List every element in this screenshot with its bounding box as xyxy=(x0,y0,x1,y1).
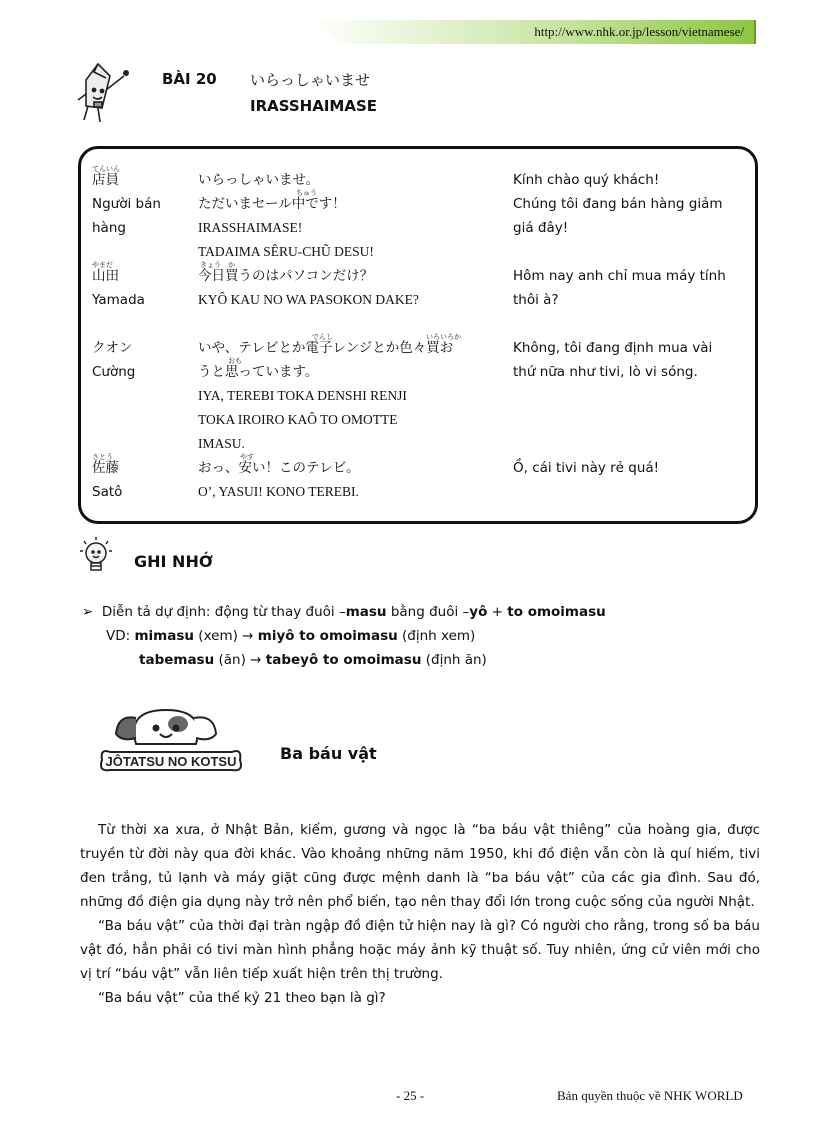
dialogue-japanese: いらっしゃいませ。 xyxy=(198,172,320,188)
dialogue-vietnamese: Không, tôi đang định mua vài xyxy=(513,340,713,356)
dialogue-vietnamese: thứ nữa như tivi, lò vi sóng. xyxy=(513,364,698,380)
bullet-bold: masu xyxy=(345,604,387,620)
dialogue-romaji: KYÔ KAU NO WA PASOKON DAKE? xyxy=(198,292,419,307)
dialogue-romaji: IRASSHAIMASE! xyxy=(198,220,303,235)
example-bold: mimasu xyxy=(134,628,195,644)
dialogue-romaji: IMASU. xyxy=(198,436,245,451)
essay-paragraph: Từ thời xa xưa, ở Nhật Bản, kiếm, gương và ngọc là “ba báu vật thiêng” của hoàng gia, được truyền từ đời này qua đời khác. Vào khoảng những năm 1950, khi đồ điện vẫn còn là quí hiếm, tivi đen trắng, tủ lạnh và máy giặt cũng được mệnh danh là “ba báu vật” của các gia đình. Sau đó, những đồ điện gia dụng này trở nên phổ biến, tạo nên thay đổi lớn trong cuộc sống của người Nhật. xyxy=(80,822,760,910)
dialogue-romaji: TADAIMA SÊRU-CHŨ DESU! xyxy=(198,244,374,259)
dialogue-japanese: いや、テレビとか電子レンジとか色々買お xyxy=(198,340,454,356)
speaker-vietnamese: Cường xyxy=(92,364,136,380)
dialogue-romaji: IYA, TEREBI TOKA DENSHI RENJI xyxy=(198,388,407,403)
speaker-furigana: やまだ xyxy=(92,261,113,269)
section-title: Ba báu vật xyxy=(280,744,377,763)
dog-bone-icon xyxy=(96,704,246,794)
lesson-title-japanese: いらっしゃいませ xyxy=(250,71,371,89)
bullet-bold: to omoimasu xyxy=(507,604,606,620)
example-text: (ăn) xyxy=(214,652,251,668)
dialogue-japanese: 今日買うのはパソコンだけ？ xyxy=(198,268,374,284)
dialogue-vietnamese: Chúng tôi đang bán hàng giảm xyxy=(513,196,723,212)
grammar-example xyxy=(106,624,475,648)
arrow-icon: → xyxy=(250,652,262,668)
dialogue-furigana: ちゅう xyxy=(296,189,317,197)
speaker-vietnamese: Satô xyxy=(92,484,123,500)
dialogue-japanese: うと思っています。 xyxy=(198,364,319,380)
speaker-furigana: てんいん xyxy=(92,165,120,173)
speaker-furigana: さとう xyxy=(92,453,113,461)
dialogue-furigana: いろいろか xyxy=(426,333,461,341)
bullet-text: bằng đuôi – xyxy=(386,604,470,620)
example-bold: tabemasu xyxy=(139,652,215,668)
speaker-japanese: 佐藤 xyxy=(92,460,119,476)
dialogue-japanese: ただいまセール中です！ xyxy=(198,196,346,212)
ghi-nho-title: GHI NHỚ xyxy=(134,552,213,571)
dialogue-vietnamese: Kính chào quý khách! xyxy=(513,172,660,188)
bullet-bold: yô xyxy=(469,604,488,620)
essay-paragraph: “Ba báu vật” của thế kỷ 21 theo bạn là gì? xyxy=(98,990,386,1006)
bullet-text: + xyxy=(487,604,508,620)
speaker-japanese: 店員 xyxy=(92,172,119,188)
speaker-japanese: 山田 xyxy=(92,268,119,284)
example-text: (định ăn) xyxy=(421,652,487,668)
example-bold: miyô to omoimasu xyxy=(257,628,398,644)
mascot-label: JÔTATSU NO KOTSU xyxy=(105,754,237,769)
lesson-title-romaji: IRASSHAIMASE xyxy=(250,97,378,115)
example-text: (xem) xyxy=(194,628,243,644)
page-number: - 25 - xyxy=(396,1088,425,1103)
example-label: VD: xyxy=(106,628,135,644)
dialogue-japanese: おっ、安い！このテレビ。 xyxy=(198,460,360,476)
dog-mascot xyxy=(96,704,246,794)
grammar-bullet xyxy=(82,600,606,624)
dialogue-vietnamese: Ồ, cái tivi này rẻ quá! xyxy=(513,460,660,476)
dialogue-furigana: おも xyxy=(228,357,242,365)
bullet-text: Diễn tả dự định: động từ thay đuôi – xyxy=(101,604,346,620)
dialogue-vietnamese: giá đây! xyxy=(513,220,569,236)
dialogue-romaji: TOKA IROIRO KAÔ TO OMOTTE xyxy=(198,412,398,427)
dialogue-furigana: やす xyxy=(240,453,254,461)
dialogue-vietnamese: Hôm nay anh chỉ mua máy tính xyxy=(513,268,726,284)
lightbulb-icon xyxy=(76,535,120,575)
speaker-japanese: クオン xyxy=(92,340,133,356)
url-banner xyxy=(310,20,756,44)
essay-paragraph: “Ba báu vật” của thời đại tràn ngập đồ điện tử hiện nay là gì? Có người cho rằng, trong số ba báu vật đó, hẳn phải có tivi màn hình phẳng hoặc máy ảnh kỹ thuật số. Tuy nhiên, ứng cử viên mới cho vị trí “báu vật” vẫn liên tiếp xuất hiện trên thị trường. xyxy=(80,918,760,982)
dialogue-furigana: でんし xyxy=(312,333,333,341)
lesson-number: BÀI 20 xyxy=(162,70,217,88)
pencil-mascot-icon xyxy=(76,60,138,126)
dialogue-furigana: きょう か xyxy=(200,261,235,269)
grammar-example xyxy=(139,648,487,672)
arrow-icon: → xyxy=(242,628,254,644)
speaker-vietnamese: Người bán xyxy=(92,196,161,212)
speaker-vietnamese: Yamada xyxy=(92,292,145,308)
copyright: Bản quyền thuộc về NHK WORLD xyxy=(557,1088,743,1103)
bullet-arrow-icon: ➢ xyxy=(82,604,94,620)
example-bold: tabeyô to omoimasu xyxy=(265,652,422,668)
speaker-vietnamese: hàng xyxy=(92,220,126,236)
dialogue-romaji: O’, YASUI! KONO TEREBI. xyxy=(198,484,359,499)
essay xyxy=(80,818,760,1010)
header-url[interactable]: http://www.nhk.or.jp/lesson/vietnamese/ xyxy=(534,24,744,39)
dialogue-vietnamese: thôi à? xyxy=(513,292,559,308)
example-text: (định xem) xyxy=(397,628,476,644)
